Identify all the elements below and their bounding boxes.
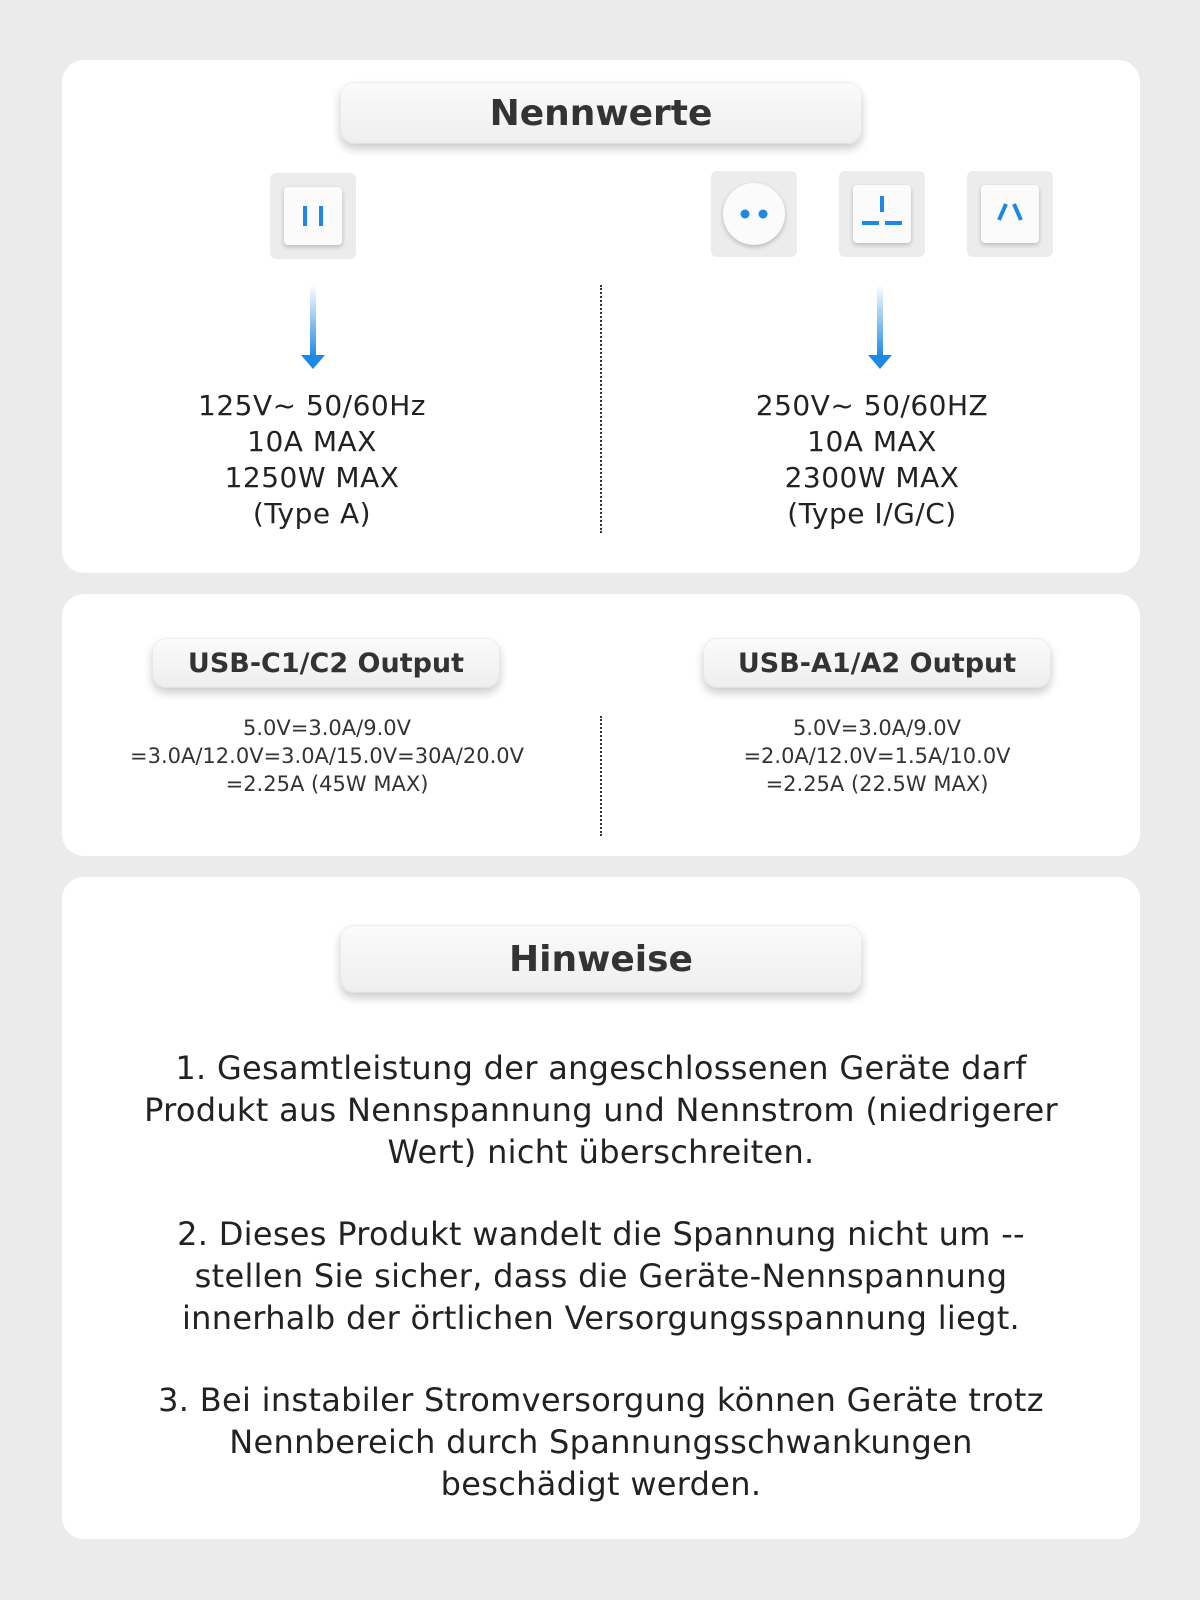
usb-c-title [152,638,500,688]
usb-c-title-text: USB-C1/C2 Output [187,647,465,679]
note-line: Nennbereich durch Spannungsschwankungen [229,1423,973,1461]
note-line: stellen Sie sicher, dass die Geräte-Nennspannung [194,1257,1008,1295]
ac-spec-left [152,388,472,532]
notes-card [62,877,1140,1539]
note-line: 2. Dieses Produkt wandelt die Spannung nicht um -- [177,1215,1025,1253]
divider [600,716,602,836]
notes-title [340,925,862,993]
note-item [62,1213,1140,1339]
spec-line: (Type A) [252,497,372,530]
usb-a-spec [677,714,1077,798]
usb-spec-line: 5.0V=3.0A/9.0V [793,716,961,740]
ratings-title-text: Nennwerte [489,92,713,134]
spec-line: 250V~ 50/60HZ [755,389,989,422]
note-item [62,1379,1140,1505]
spec-line: (Type I/G/C) [787,497,957,530]
ac-spec-right [702,388,1042,532]
note-item [62,1047,1140,1173]
note-line: beschädigt werden. [440,1465,762,1503]
usb-spec-line: =2.25A (45W MAX) [225,772,429,796]
notes-title-text: Hinweise [509,938,693,980]
usb-spec-line: =2.25A (22.5W MAX) [765,772,989,796]
spec-line: 10A MAX [807,425,937,458]
spec-line: 1250W MAX [224,461,400,494]
usb-a-title-text: USB-A1/A2 Output [737,647,1017,679]
type-g-socket-icon [839,171,925,257]
type-c-socket-icon [711,171,797,257]
spec-line: 125V~ 50/60Hz [198,389,426,422]
ratings-title [340,82,862,144]
divider [600,285,602,533]
note-line: 1. Gesamtleistung der angeschlossenen Geräte darf [175,1049,1027,1087]
type-i-socket-icon [967,171,1053,257]
arrow-down-icon [298,285,328,375]
usb-spec-line: =2.0A/12.0V=1.5A/10.0V [743,744,1011,768]
usb-spec-line: 5.0V=3.0A/9.0V [243,716,411,740]
type-a-socket-icon [270,173,356,259]
note-line: innerhalb der örtlichen Versorgungsspannung liegt. [181,1299,1021,1337]
spec-line: 10A MAX [247,425,377,458]
note-line: Wert) nicht überschreiten. [387,1133,815,1171]
note-line: Produkt aus Nennspannung und Nennstrom (niedrigerer [144,1091,1058,1129]
usb-c-spec [102,714,552,798]
arrow-down-icon [865,285,895,375]
ratings-card [62,60,1140,573]
usb-spec-line: =3.0A/12.0V=3.0A/15.0V=30A/20.0V [130,744,524,768]
usb-card [62,594,1140,856]
spec-line: 2300W MAX [784,461,960,494]
usb-a-title [703,638,1051,688]
note-line: 3. Bei instabiler Stromversorgung können Geräte trotz [158,1381,1044,1419]
